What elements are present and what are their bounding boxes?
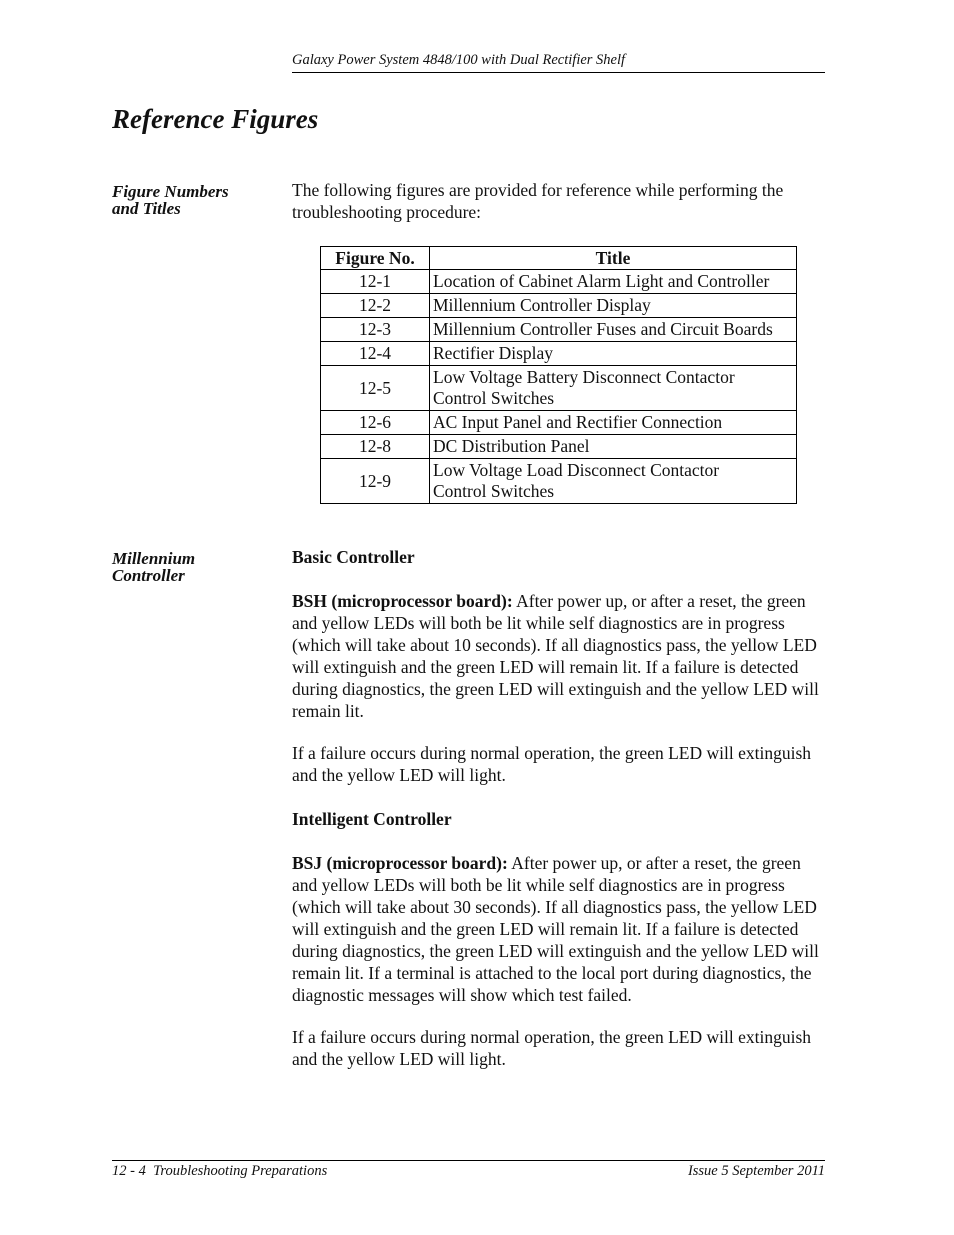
figure-title <box>430 459 797 504</box>
column-header-title: Title <box>430 247 797 270</box>
intelligent-failure-text: If a failure occurs during normal operation, the green LED will extinguish and the yellow LED will light. <box>292 1027 812 1069</box>
column-header-figure-no: Figure No. <box>321 247 430 270</box>
table-row <box>321 270 797 294</box>
figure-table <box>320 246 797 504</box>
figure-title: Rectifier Display <box>430 342 797 366</box>
figure-number: 12-8 <box>321 435 430 459</box>
figure-number: 12-5 <box>321 366 430 411</box>
figures-intro <box>292 179 825 223</box>
bsh-text: After power up, or after a reset, the green and yellow LEDs will both be lit while self diagnostics are in progress (which will take about 10 seconds). If all diagnostics pass, the yellow LED will extinguish and the green LED will remain lit. If a failure is detected during diagnostics, the green LED will extinguish and the yellow LED will remain lit. <box>292 591 819 721</box>
figure-title-line1: Low Voltage Battery Disconnect Contactor <box>433 367 735 387</box>
basic-controller-heading-block <box>292 546 825 568</box>
table-row <box>321 294 797 318</box>
footer-issue-date: Issue 5 September 2011 <box>687 1163 825 1179</box>
bsj-label: BSJ (microprocessor board): <box>292 853 508 873</box>
intelligent-failure-paragraph <box>292 1026 825 1070</box>
figure-title <box>430 366 797 411</box>
footer-rule <box>112 1160 825 1161</box>
side-heading-controller-line2: Controller <box>112 566 185 585</box>
running-header: Galaxy Power System 4848/100 with Dual Rectifier Shelf <box>292 52 626 68</box>
basic-controller-heading: Basic Controller <box>292 547 415 567</box>
figure-number: 12-9 <box>321 459 430 504</box>
table-header-row <box>321 247 797 270</box>
table-row <box>321 459 797 504</box>
intelligent-controller-heading: Intelligent Controller <box>292 809 452 829</box>
table-row <box>321 435 797 459</box>
figure-number: 12-6 <box>321 411 430 435</box>
table-row <box>321 342 797 366</box>
figure-title-line2: Control Switches <box>433 388 555 408</box>
figures-intro-text: The following figures are provided for reference while performing the troubleshooting procedure: <box>292 180 784 222</box>
header-rule <box>292 72 825 73</box>
figure-number: 12-1 <box>321 270 430 294</box>
table-row <box>321 411 797 435</box>
bsj-paragraph <box>292 852 825 1006</box>
side-heading-figures-line2: and Titles <box>112 199 181 218</box>
side-heading-controller-line1: Millennium <box>112 549 196 568</box>
figure-number: 12-2 <box>321 294 430 318</box>
side-heading-figures <box>112 183 272 217</box>
bsh-label: BSH (microprocessor board): <box>292 591 513 611</box>
figure-number: 12-4 <box>321 342 430 366</box>
figure-title-line2: Control Switches <box>433 481 555 501</box>
basic-failure-text: If a failure occurs during normal operation, the green LED will extinguish and the yellow LED will light. <box>292 743 812 785</box>
figure-title: DC Distribution Panel <box>430 435 797 459</box>
basic-failure-paragraph <box>292 742 825 786</box>
figure-title: Location of Cabinet Alarm Light and Controller <box>430 270 797 294</box>
figure-title: Millennium Controller Fuses and Circuit Boards <box>430 318 797 342</box>
side-heading-controller <box>112 550 272 584</box>
intelligent-controller-heading-block <box>292 808 825 830</box>
figure-title: Millennium Controller Display <box>430 294 797 318</box>
figure-title: AC Input Panel and Rectifier Connection <box>430 411 797 435</box>
footer-page-label: 12 - 4 Troubleshooting Preparations <box>112 1163 328 1179</box>
table-row <box>321 366 797 411</box>
figure-number: 12-3 <box>321 318 430 342</box>
bsh-paragraph <box>292 590 825 722</box>
side-heading-figures-line1: Figure Numbers <box>112 182 229 201</box>
page-title: Reference Figures <box>112 104 319 134</box>
table-row <box>321 318 797 342</box>
figure-title-line1: Low Voltage Load Disconnect Contactor <box>433 460 720 480</box>
bsj-text: After power up, or after a reset, the green and yellow LEDs will both be lit while self diagnostics are in progress (which will take about 30 seconds). If all diagnostics pass, the yellow LED will extinguish and the green LED will remain lit. If a failure is detected during diagnostics, the green LED will extinguish and the yellow LED will remain lit. If a terminal is attached to the local port during diagnostics, the diagnostic messages will show which test failed. <box>292 853 819 1005</box>
